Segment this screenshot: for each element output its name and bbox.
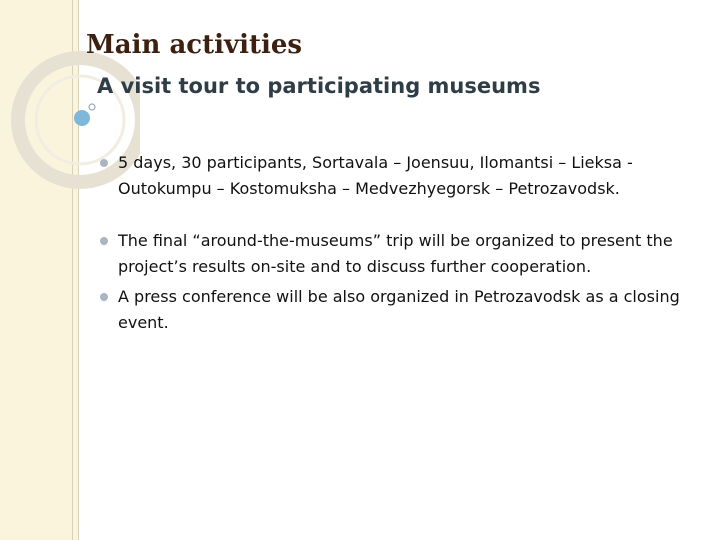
bullet-item (100, 228, 700, 280)
bullet-text: A press conference will be also organized in Petrozavodsk as a closing event. (118, 287, 680, 332)
bullet-text: 5 days, 30 participants, Sortavala – Joensuu, Ilomantsi – Lieksa - Outokumpu – Kostomuksha – Medvezhyegorsk – Petrozavodsk. (118, 153, 633, 198)
bullet-item (100, 150, 700, 202)
blue-dot (74, 110, 90, 126)
slide-title: Main activities (86, 30, 303, 60)
small-ring-dot (89, 104, 95, 110)
slide-subtitle: A visit tour to participating museums (97, 74, 541, 98)
bullet-dot-icon (100, 159, 108, 167)
bullet-dot-icon (100, 293, 108, 301)
bullet-text: The final “around-the-museums” trip will be organized to present the project’s results on-site and to discuss further cooperation. (118, 231, 673, 276)
bullet-dot-icon (100, 237, 108, 245)
bullet-list (100, 150, 700, 336)
bullet-item (100, 284, 700, 336)
